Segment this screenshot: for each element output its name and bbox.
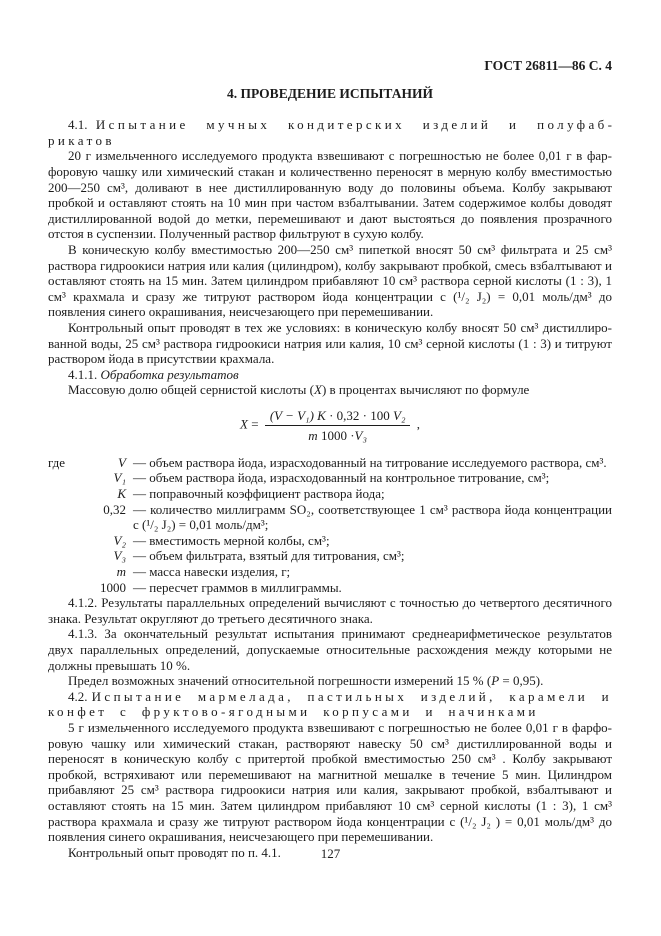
doc-header: [48, 58, 612, 74]
section-413-paragraph: 4.1.3. За окончательный результат испытания принимают среднеарифметическое результатов двух параллельных определений, допускаемые относительные расхождения между которыми не должны превышать 10 %.: [48, 626, 612, 673]
formula-intro: Массовую долю общей сернистой кислоты (X) в процентах вычисляют по формуле: [68, 382, 530, 398]
where-definition: — вместимость мерной колбы, см³;: [133, 532, 330, 548]
where-definition: — объем фильтрата, взятый для титрования, см³;: [133, 548, 405, 564]
where-row: [48, 470, 612, 486]
section-41-paragraph-3: Контрольный опыт проводят в тех же условиях: в коническую колбу вносят 50 см³ дистиллированной воды, 25 см³ раствора гидроокиси натрия или калия, 10 см³ серной кислоты (1 : 3) и титруют раствором йода в присутствии крахмала.: [48, 319, 612, 367]
section-41-paragraph-1: 20 г измельченного исследуемого продукта взвешивают с погрешностью не более 0,01 г в фарфоровую чашку или химический стакан и количественно переносят в мерную колбу вместимостью 200—250 см³, доливают в нее дистиллированную воду до половины объема. Колбу закрывают пробкой и оставляют стоять на 10 мин при частом взбалтывании. Затем содержимое колбы доводят дистиллированной водой до метки, перемешивают и дают выстояться до появления прозрачного отстоя в суспензии. Полученный раствор фильтруют в сухую колбу.: [48, 148, 612, 242]
where-row: [48, 486, 612, 502]
formula-numerator: (V − V₁) K · 0,32 · 100 V₂: [265, 408, 411, 426]
where-row: [48, 564, 612, 580]
where-row: [48, 455, 612, 471]
section-41-paragraph-2: В коническую колбу вместимостью 200—250 см³ пипеткой вносят 50 см³ фильтрата и 25 см³ раствора гидроокиси натрия или калия (цилиндром), колбу закрывают пробкой, смесь взбалтывают и оставляют стоять на 15 мин. Затем цилиндром прибавляют 10 см³ раствора серной кислоты (1 : 3), 1 см³ крахмала и сразу же титруют раствором йода концентрации с (¹/₂ J₂) = 0,01 моль/дм³ до появления синего окрашивания, неисчезающего при перемешивании.: [48, 241, 612, 320]
formula-equals: =: [251, 416, 259, 432]
where-definition: — количество миллиграмм SO₂, соответствующее 1 см³ раствора йода концентрации с (¹/₂ J₂) = 0,01 моль/дм³;: [133, 501, 612, 533]
section-42-heading: [48, 689, 612, 720]
section-412-paragraph: 4.1.2. Результаты параллельных определений вычисляют с точностью до четвертого десятичного знака. Результат округляют до третьего десятичного знака.: [48, 595, 612, 626]
section-42-paragraph-1: 5 г измельченного исследуемого продукта взвешивают с погрешностью не более 0,01 г в фарфоровую чашку или химический стакан, растворяют навеску 50 см³ дистиллированной воды и переносят в коническую колбу с притертой пробкой вместимостью 250 см³ . Колбу закрывают пробкой, встряхивают или перемешивают на магнитной мешалке в течение 5 мин. Цилиндром прибавляют 25 см³ раствора гидроокиси натрия или калия, закрывают пробкой, взбалтывают и оставляют стоять на 15 мин. Затем цилиндром прибавляют 10 см³ серной кислоты (1 : 3), 1 см³ раствора крахмала и сразу же титруют раствором йода концентрации с (¹/₂ J₂ ) = 0,01 моль/дм³ до появления синего окрашивания, неисчезающего при перемешивании.: [48, 719, 612, 845]
where-definition: — пересчет граммов в миллиграммы.: [133, 579, 342, 595]
where-term: V₁: [113, 470, 126, 486]
formula-lhs: X: [240, 416, 248, 432]
where-list: [48, 455, 612, 595]
where-term: V: [118, 454, 126, 470]
where-term: K: [117, 486, 126, 502]
where-term: m: [116, 564, 126, 580]
section-411-number: 4.1.1.: [68, 366, 98, 382]
where-term: 1000: [100, 579, 126, 595]
formula-denominator: m 1000 ·V₃: [308, 427, 367, 443]
where-row: [48, 533, 612, 549]
where-definition: — объем раствора йода, израсходованный на контрольное титрование, см³;: [133, 470, 550, 486]
where-row: [48, 548, 612, 564]
where-term: 0,32: [103, 501, 126, 517]
error-limit-paragraph: Предел возможных значений относительной погрешности измерений 15 % (P = 0,95).: [68, 673, 544, 689]
section-411-title: Обработка результатов: [100, 366, 239, 382]
page-title: 4. ПРОВЕДЕНИЕ ИСПЫТАНИЙ: [227, 85, 433, 101]
where-term: V₂: [113, 532, 126, 548]
formula: [48, 408, 612, 443]
formula-tail: ,: [416, 416, 420, 432]
formula-intro-variable: X: [313, 382, 322, 398]
section-42-number: 4.2.: [68, 688, 88, 704]
doc-header-label: ГОСТ 26811—86 С. 4: [484, 58, 612, 73]
where-row: [48, 580, 612, 596]
section-41-heading-text: Испытание мучных кондитерских изделий и полуфабрикатов: [48, 117, 613, 148]
section-42-heading-text: Испытание мармелада, пастильных изделий, карамели и конфет с фруктово-ягодными корпусами и начинками: [48, 688, 612, 720]
where-prefix: где: [48, 454, 66, 470]
section-411-heading: [48, 367, 612, 383]
section-41-number: 4.1.: [68, 117, 88, 133]
where-definition: — поправочный коэффициент раствора йода;: [133, 486, 385, 502]
where-row: [48, 502, 612, 533]
error-limit-variable: P: [491, 673, 500, 689]
where-definition: — объем раствора йода, израсходованный на титрование исследуемого раствора, см³.: [133, 454, 607, 470]
page-number: 127: [320, 846, 341, 861]
where-term: V₃: [113, 548, 126, 564]
where-definition: — масса навески изделия, г;: [133, 564, 291, 580]
section-41-heading: [48, 117, 612, 148]
formula-fraction: [265, 408, 411, 443]
section-42-paragraph-2: Контрольный опыт проводят по п. 4.1.: [68, 844, 281, 860]
